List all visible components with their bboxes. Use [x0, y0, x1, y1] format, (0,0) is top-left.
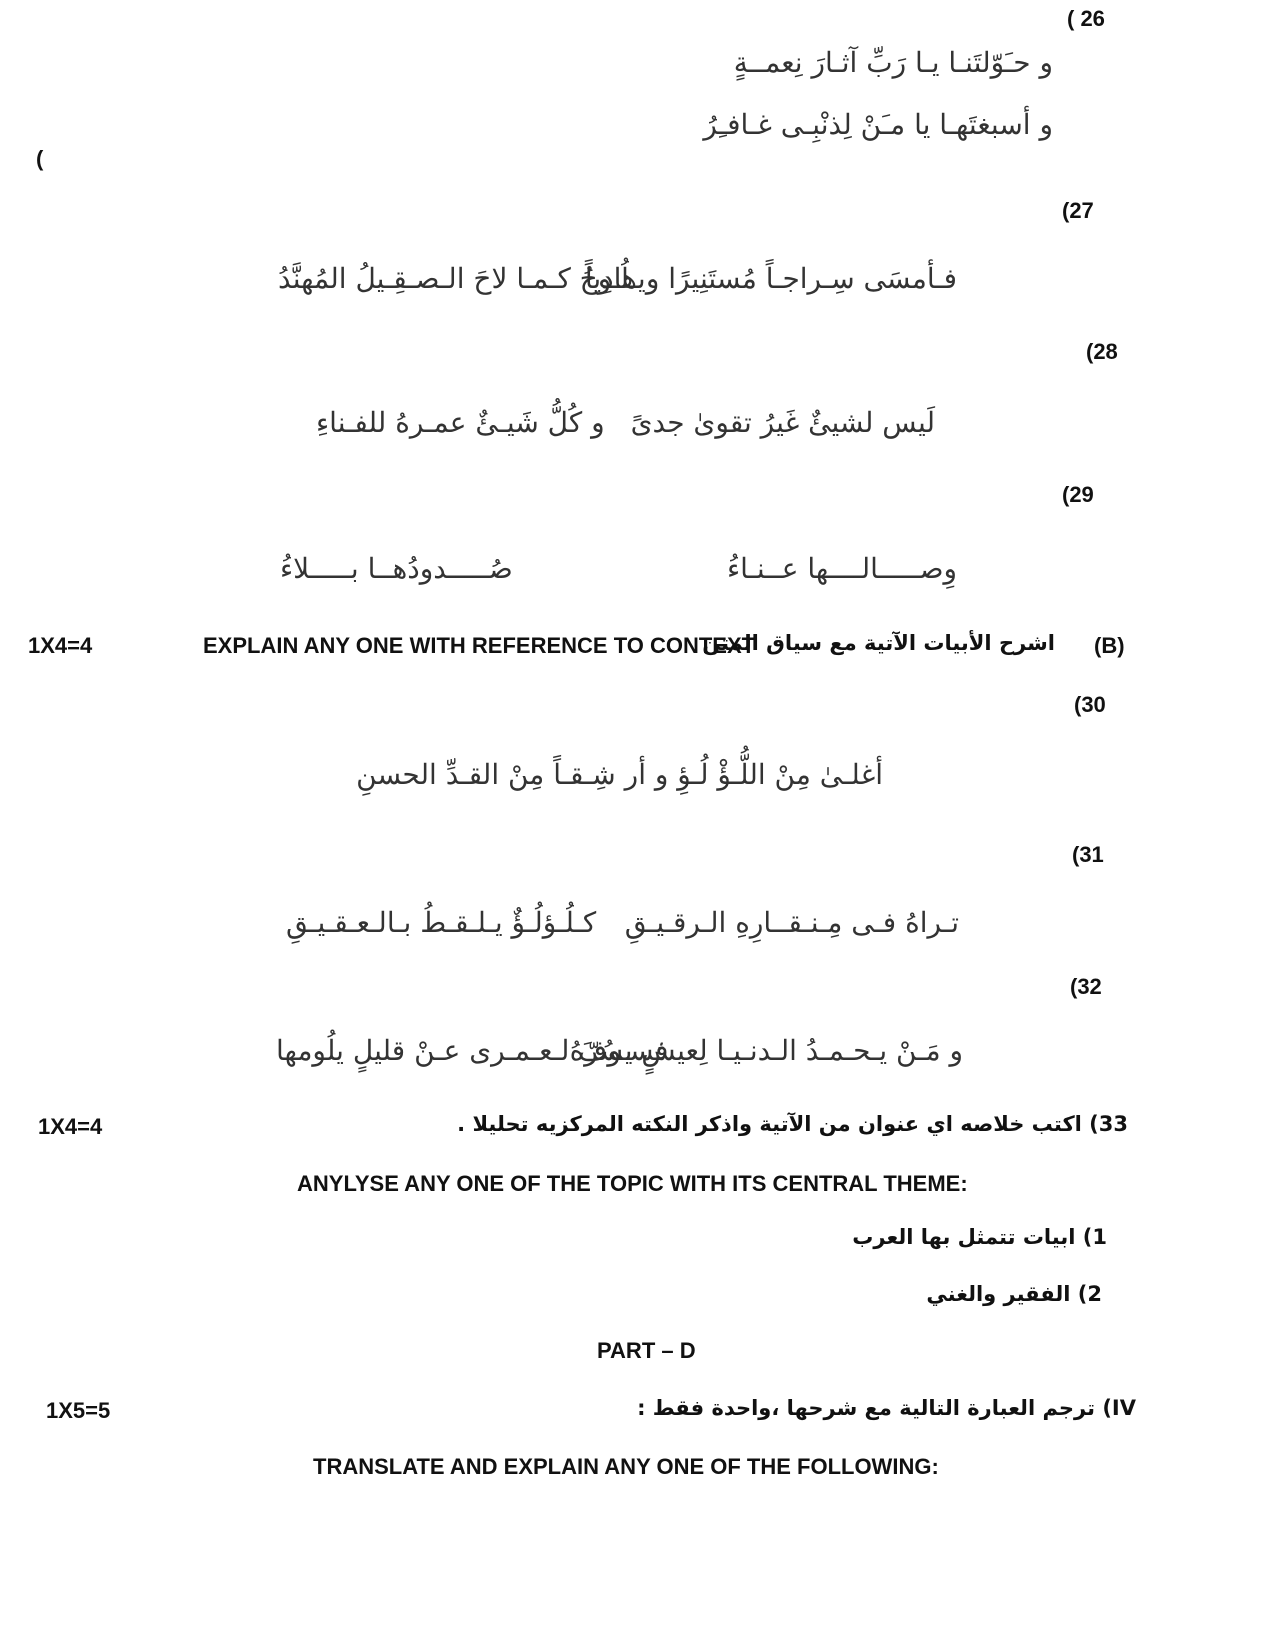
part-d-english-instruction: TRANSLATE AND EXPLAIN ANY ONE OF THE FOLLOWING: — [313, 1454, 939, 1479]
verse-30: أغلـىٰ مِنْ اللُّـؤْ لُـؤِ و أر شِـقـاً مِنْ القـدِّ الحسنِ — [356, 758, 883, 791]
question-number-28: (28 — [1086, 339, 1118, 364]
verse-31-left-hemistich: كـلُـؤلُـؤٌ يـلـقـطُ بـالـعـقـيـقِ — [286, 906, 597, 939]
stray-parenthesis: ( — [36, 146, 44, 171]
question-number-26: ( 26 — [1067, 6, 1105, 31]
verse-28-left-hemistich: و كُلُّ شَيـئٌ عمـرهُ للفـناءِ — [316, 406, 605, 439]
verse-32-right-hemistich: و مَـنْ يـحـمـدُ الـدنـيـا لِعيشٍ يسُرّهُ — [569, 1034, 963, 1067]
question-number-32: (32 — [1070, 974, 1102, 999]
verse-29-right-hemistich: وِصـــــالــــها عــنـاءُ — [727, 552, 957, 585]
q33-english-instruction: ANYLYSE ANY ONE OF THE TOPIC WITH ITS CENTRAL THEME: — [297, 1171, 968, 1196]
part-d-marks: 1X5=5 — [46, 1398, 111, 1423]
part-d-title: PART – D — [597, 1338, 696, 1363]
q33-marks: 1X4=4 — [38, 1114, 103, 1139]
question-number-27: (27 — [1062, 198, 1094, 223]
section-b-arabic-instruction: اشرح الأبيات الآتية مع سياق المتن — [702, 631, 1055, 655]
verse-28-right-hemistich: لَيس لشيئٌ غَيرُ تقوىٰ جدىً — [630, 406, 935, 439]
section-b-english-instruction: EXPLAIN ANY ONE WITH REFERENCE TO CONTEXT — [203, 633, 756, 658]
question-number-30: (30 — [1074, 692, 1106, 717]
verse-27-left-hemistich: يـلُـوحُ كـمـا لاحَ الـصـقِـيلُ المُهنَّدُ — [278, 262, 646, 295]
q33-topic-2: 2) الفقير والغني — [926, 1282, 1102, 1306]
verse-31-right-hemistich: تـراهُ فـى مِـنـقــارِهِ الـرقـيـقِ — [624, 906, 959, 939]
section-b-marks: 1X4=4 — [28, 633, 93, 658]
verse-26-line1: و حـَوّلتَنـا يـا رَبِّ آثـارَ نِعمــةٍ — [733, 46, 1053, 79]
question-number-29: (29 — [1062, 482, 1094, 507]
verse-26-line2: و أسبغتَهـا يا مـَنْ لِذنْبِـى غـافـِرُ — [703, 108, 1053, 141]
part-d-arabic-instruction: IV) ترجم العبارة التالية مع شرحها ،واحدة فقط : — [637, 1396, 1136, 1420]
section-b-label: (B) — [1094, 633, 1125, 658]
verse-32-left-hemistich: فسـوفَ لـعـمـرى عـنْ قليلٍ يلُومها — [276, 1034, 669, 1067]
question-number-31: (31 — [1072, 842, 1104, 867]
q33-topic-1: 1) ابيات تتمثل بها العرب — [852, 1225, 1107, 1249]
q33-arabic-instruction: 33) اكتب خلاصه اي عنوان من الآتية واذكر النكته المركزيه تحليلا . — [457, 1112, 1128, 1136]
verse-27-right-hemistich: فـأمسَى سِـراجـاً مُستَنِيرًا و هادِياً — [584, 262, 957, 295]
verse-29-left-hemistich: صُـــــدودُهــا بـــــلاءُ — [280, 552, 513, 585]
